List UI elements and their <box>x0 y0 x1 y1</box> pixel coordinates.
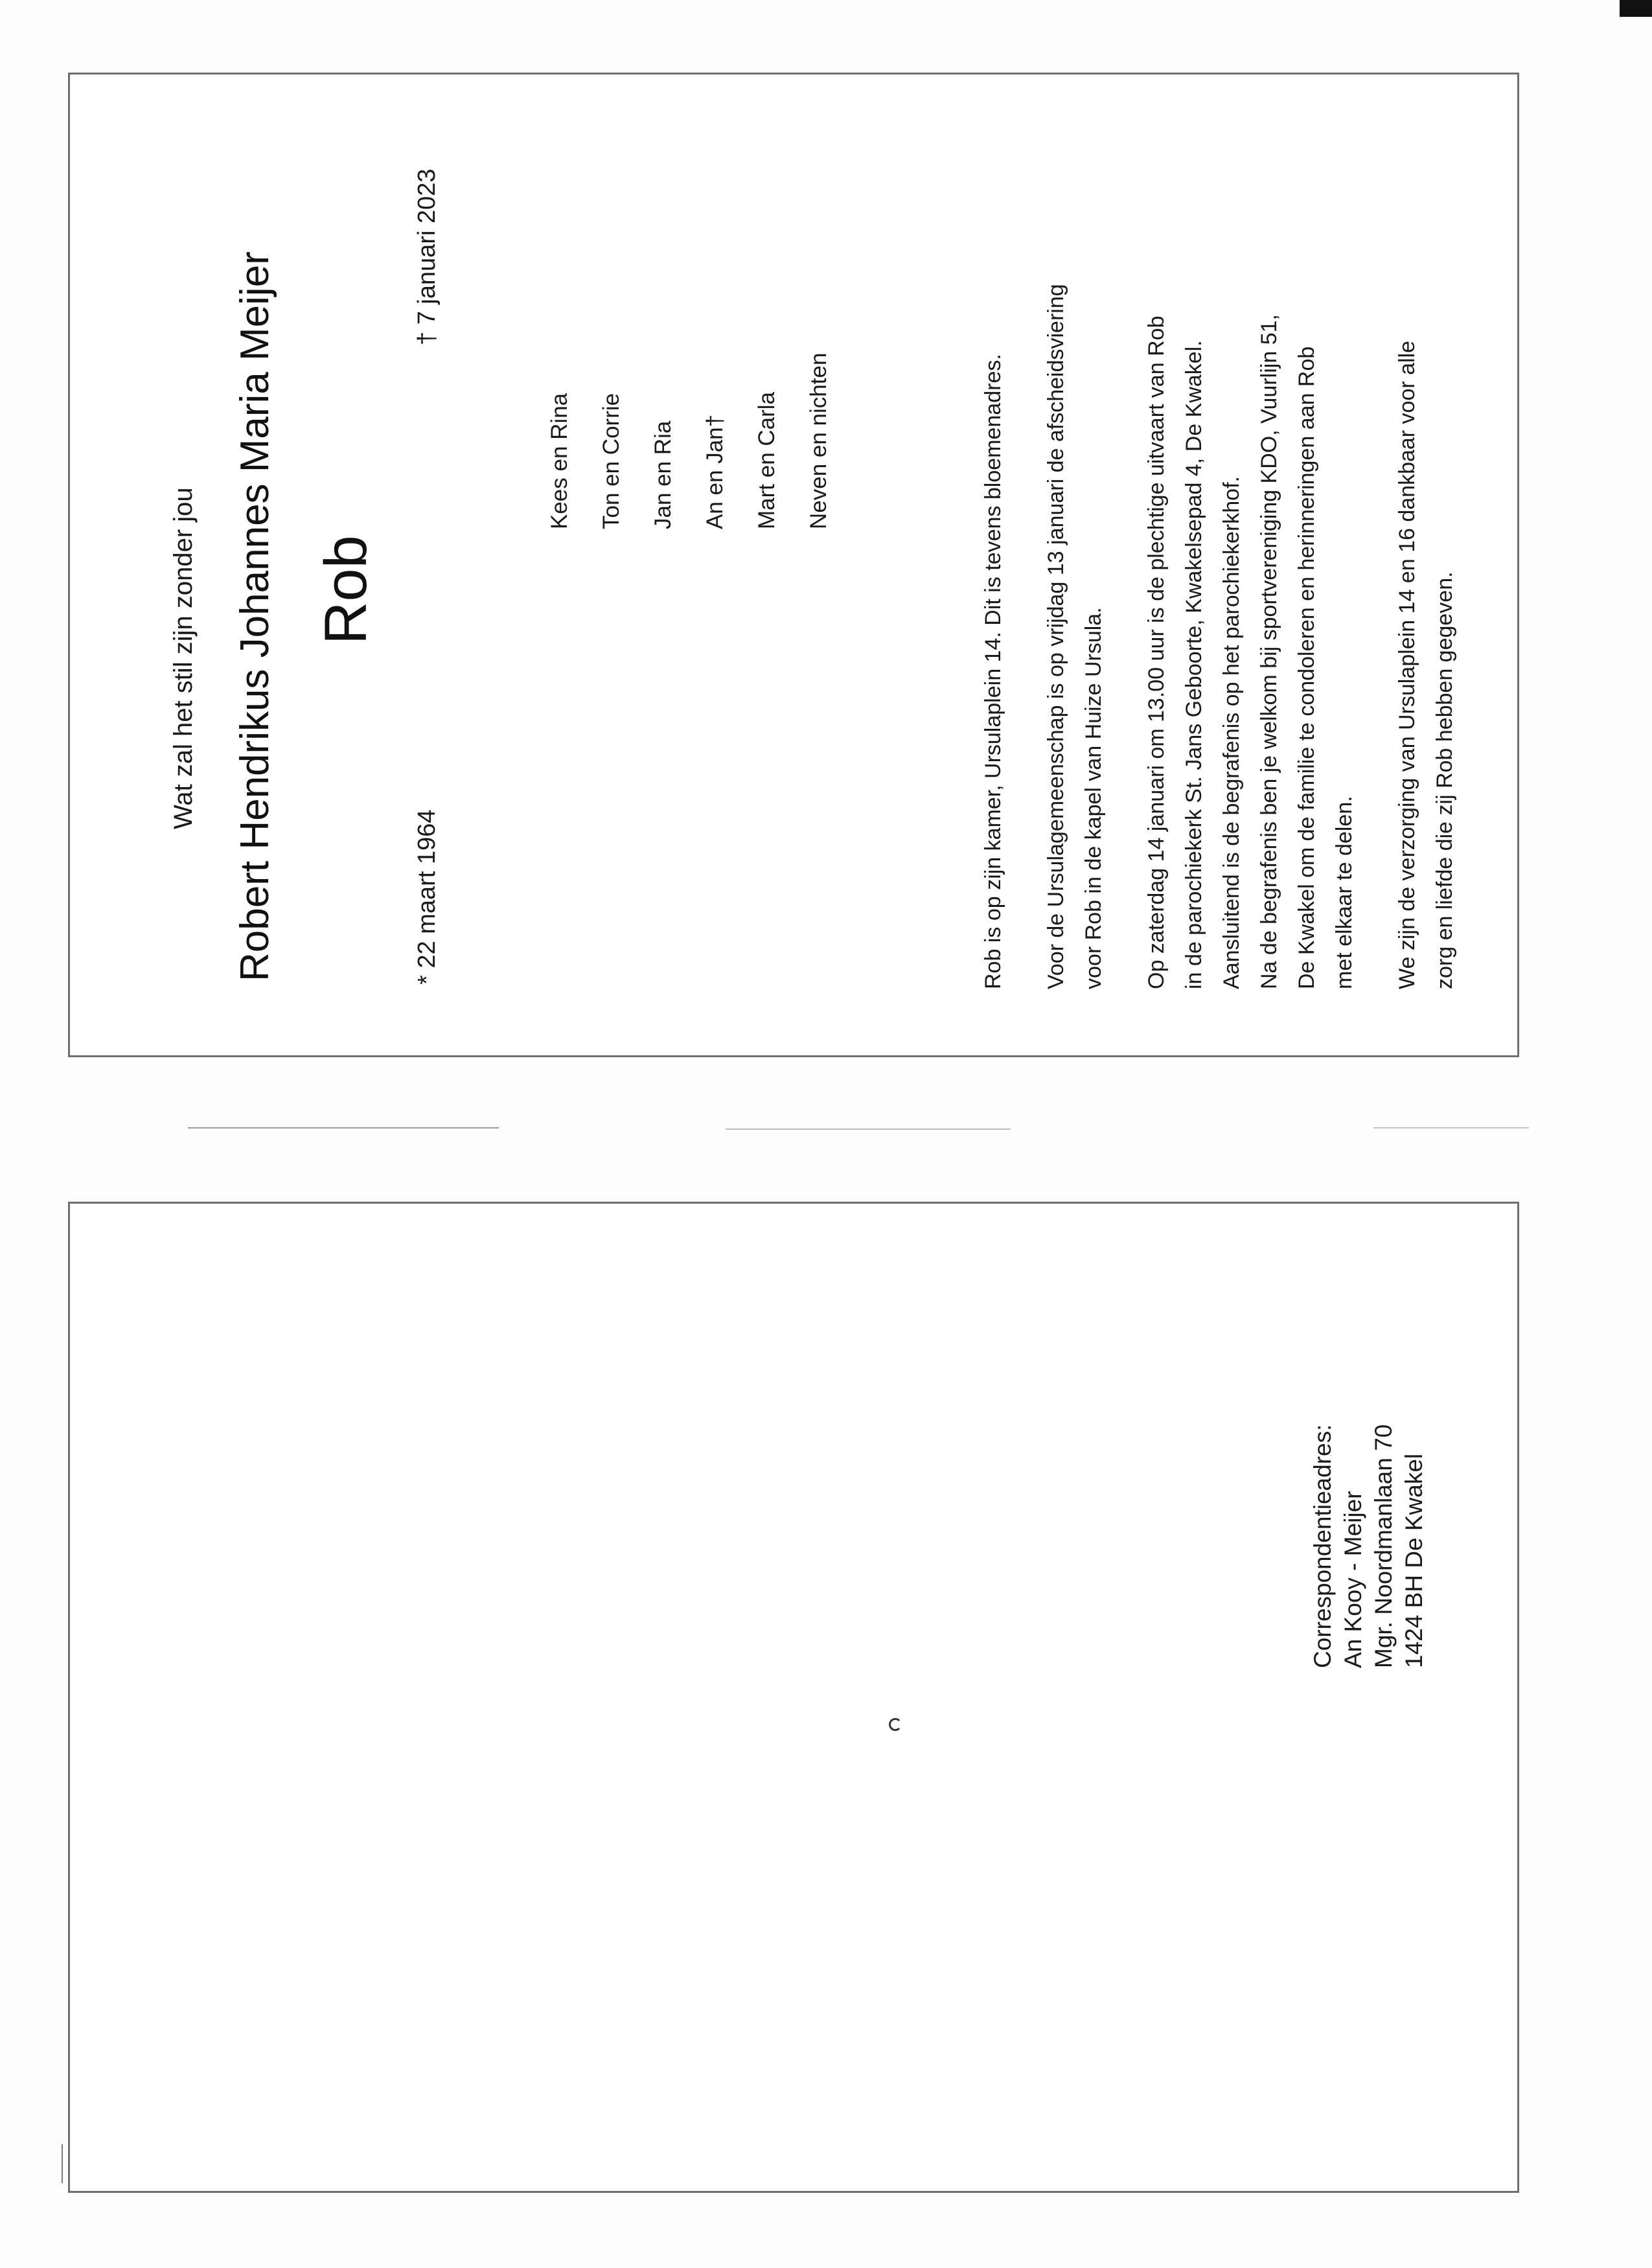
call-name: Rob <box>313 535 379 645</box>
paragraph-funeral-line: Na de begrafenis ben je welkom bij sportvereniging KDO, Vuurlijn 51, <box>1257 314 1281 989</box>
full-name: Robert Hendrikus Johannes Maria Meijer <box>233 251 277 981</box>
paragraph-viewing: Rob is op zijn kamer, Ursulaplein 14. Dit is tevens bloemenadres. <box>981 354 1005 989</box>
family-member: Jan en Ria <box>650 420 676 529</box>
fold-mark <box>1373 1127 1529 1128</box>
paragraph-funeral-line: in de parochiekerk St. Jans Geboorte, Kwakelsepad 4, De Kwakel. <box>1182 340 1206 989</box>
birth-date: * 22 maart 1964 <box>413 809 441 985</box>
paragraph-funeral-line: De Kwakel om de familie te condoleren en herinneringen aan Rob <box>1294 346 1319 989</box>
address-line: Correspondentieadres: <box>1309 1424 1336 1668</box>
card-face-back <box>68 1202 1519 2193</box>
card-face-main <box>68 73 1519 1057</box>
family-member: Kees en Rina <box>547 393 572 529</box>
family-member: An en Jan† <box>702 414 728 529</box>
paragraph-thanks-line: We zijn de verzorging van Ursulaplein 14 en 16 dankbaar voor alle <box>1395 340 1419 989</box>
fold-mark <box>726 1128 1011 1130</box>
paragraph-farewell-line: Voor de Ursulagemeenschap is op vrijdag 13 januari de afscheidsviering <box>1044 284 1068 989</box>
paragraph-funeral-line: Op zaterdag 14 januari om 13.00 uur is de plechtige uitvaart van Rob <box>1144 315 1169 989</box>
epigraph: Wat zal het stil zijn zonder jou <box>169 487 198 829</box>
family-member: Mart en Carla <box>754 391 779 529</box>
family-member: Neven en nichten <box>806 352 831 529</box>
fold-mark <box>188 1127 499 1128</box>
family-member: Ton en Corrie <box>599 393 624 529</box>
scan-edge-mark <box>1620 0 1652 17</box>
address-line: Mgr. Noordmanlaan 70 <box>1370 1424 1397 1668</box>
paragraph-funeral-line: met elkaar te delen. <box>1332 796 1357 989</box>
paragraph-thanks-line: zorg en liefde die zij Rob hebben gegeven. <box>1432 571 1457 989</box>
scan-speck <box>889 1718 902 1731</box>
scan-edge-line <box>62 2144 63 2183</box>
paragraph-funeral-line: Aansluitend is de begrafenis op het parochiekerkhof. <box>1219 476 1244 989</box>
death-date: † 7 januari 2023 <box>413 168 441 345</box>
address-line: An Kooy - Meijer <box>1340 1491 1366 1668</box>
paragraph-farewell-line: voor Rob in de kapel van Huize Ursula. <box>1081 607 1106 989</box>
address-line: 1424 BH De Kwakel <box>1401 1453 1427 1668</box>
